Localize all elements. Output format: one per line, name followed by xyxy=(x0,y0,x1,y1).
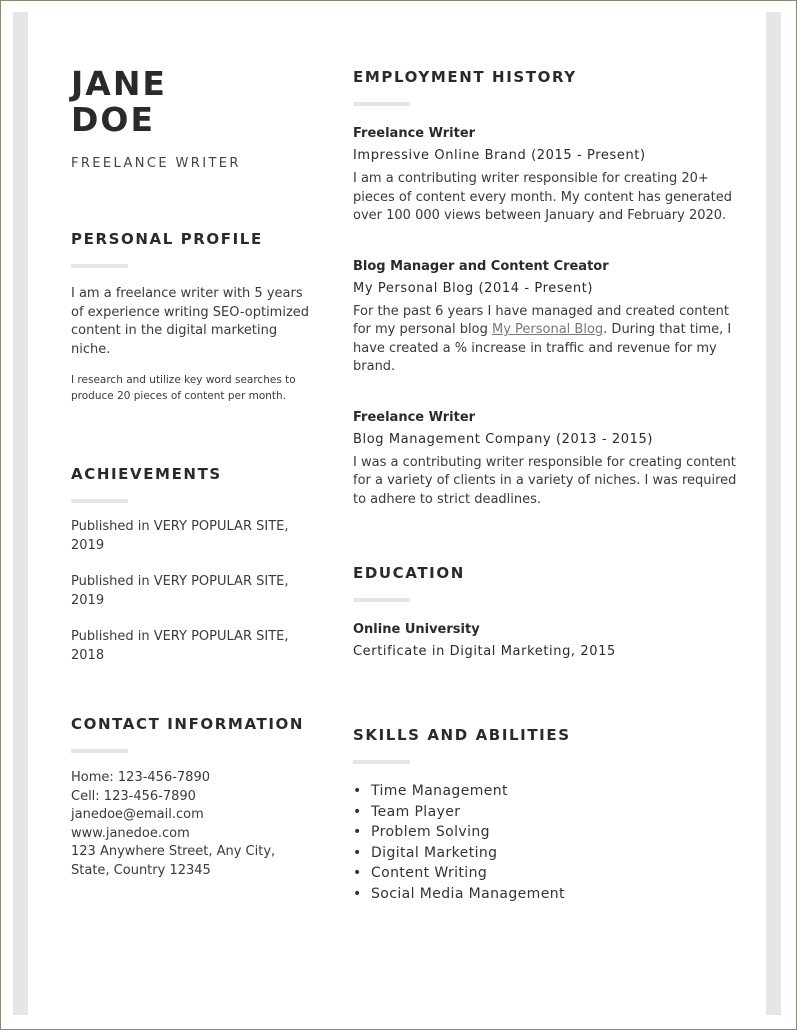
bullet-icon: • xyxy=(353,865,362,881)
contact-home-phone: Home: 123-456-7890 xyxy=(71,770,210,785)
achievements-section xyxy=(71,465,316,665)
personal-blog-link[interactable]: My Personal Blog xyxy=(491,322,604,337)
job-entry-company: Blog Management Company (2013 - 2015) xyxy=(353,431,654,447)
education-credential: Certificate in Digital Marketing, 2015 xyxy=(353,644,616,659)
skills-list xyxy=(353,781,738,904)
skill-label: Digital Marketing xyxy=(371,844,498,861)
job-description-text: For the past 6 years I have managed and created content for my personal blog xyxy=(353,303,729,337)
skill-item xyxy=(353,781,738,802)
section-heading-education: EDUCATION xyxy=(353,564,465,582)
job-entry-description xyxy=(353,303,738,377)
contact-address-line1: 123 Anywhere Street, Any City, xyxy=(71,844,276,859)
section-divider xyxy=(71,264,128,268)
job-entry-title: Blog Manager and Content Creator xyxy=(353,258,609,274)
contact-cell-phone: Cell: 123-456-7890 xyxy=(71,788,196,804)
achievement-item: Published in VERY POPULAR SITE, 2019 xyxy=(71,519,289,553)
skill-label: Team Player xyxy=(371,803,461,820)
job-title: FREELANCE WRITER xyxy=(71,156,241,171)
contact-section xyxy=(71,715,316,880)
skill-item xyxy=(353,863,738,884)
bullet-icon: • xyxy=(353,803,362,820)
contact-email[interactable]: janedoe@email.com xyxy=(71,807,204,822)
personal-profile-section xyxy=(71,230,316,404)
first-name: JANE xyxy=(71,64,167,103)
profile-paragraph: I am a freelance writer with 5 years of experience writing SEO-optimized content in the digital marketing niche. xyxy=(71,286,310,357)
employment-section xyxy=(353,68,738,509)
job-description-text: . During that time, I have created a % increase in traffic and revenue for my brand. xyxy=(353,322,732,374)
job-entry xyxy=(353,410,738,510)
skill-item xyxy=(353,884,738,905)
section-divider xyxy=(353,598,410,602)
job-entry-description: I am a contributing writer responsible for creating 20+ pieces of content every month. My content has generated over 100 000 views between January and February 2020. xyxy=(353,171,732,223)
skill-label: Social Media Management xyxy=(371,885,565,902)
section-divider xyxy=(353,102,410,106)
skill-item xyxy=(353,822,738,843)
job-entry xyxy=(353,126,738,226)
profile-paragraph-small: I research and utilize key word searches to produce 20 pieces of content per month. xyxy=(71,374,296,402)
job-entry-description: I was a contributing writer responsible for creating content for a variety of clients in a variety of niches. I was required to adhere to strict deadlines. xyxy=(353,454,737,507)
skill-label: Time Management xyxy=(371,783,508,799)
job-entry-company: Impressive Online Brand (2015 - Present) xyxy=(353,148,646,163)
education-school: Online University xyxy=(353,622,480,637)
section-divider xyxy=(71,749,128,753)
job-entry-company: My Personal Blog (2014 - Present) xyxy=(353,280,594,296)
achievement-item: Published in VERY POPULAR SITE, 2019 xyxy=(71,574,289,608)
section-divider xyxy=(353,760,410,764)
right-margin-bar xyxy=(766,12,781,1015)
contact-website[interactable]: www.janedoe.com xyxy=(71,825,190,841)
skills-section xyxy=(353,726,738,904)
section-heading-employment: EMPLOYMENT HISTORY xyxy=(353,68,577,86)
section-heading-skills: SKILLS AND ABILITIES xyxy=(353,726,571,744)
last-name: DOE xyxy=(71,100,155,139)
education-section xyxy=(353,564,738,659)
bullet-icon: • xyxy=(353,824,362,840)
skill-item xyxy=(353,802,738,823)
bullet-icon: • xyxy=(353,885,362,902)
skill-label: Problem Solving xyxy=(371,824,490,840)
contact-address-line2: State, Country 12345 xyxy=(71,862,211,878)
left-column xyxy=(71,66,316,880)
job-entry-title: Freelance Writer xyxy=(353,409,476,425)
job-entry xyxy=(353,259,738,377)
job-entry-title: Freelance Writer xyxy=(353,126,476,141)
right-column xyxy=(353,68,738,904)
section-divider xyxy=(71,499,128,503)
skill-label: Content Writing xyxy=(371,865,488,881)
candidate-name xyxy=(71,66,316,138)
section-heading-achievements: ACHIEVEMENTS xyxy=(71,465,222,483)
bullet-icon: • xyxy=(353,783,362,799)
skill-item xyxy=(353,843,738,864)
left-margin-bar xyxy=(13,12,28,1015)
bullet-icon: • xyxy=(353,844,362,861)
section-heading-contact: CONTACT INFORMATION xyxy=(71,715,305,733)
section-heading-profile: PERSONAL PROFILE xyxy=(71,230,263,248)
achievement-item: Published in VERY POPULAR SITE, 2018 xyxy=(71,629,289,663)
